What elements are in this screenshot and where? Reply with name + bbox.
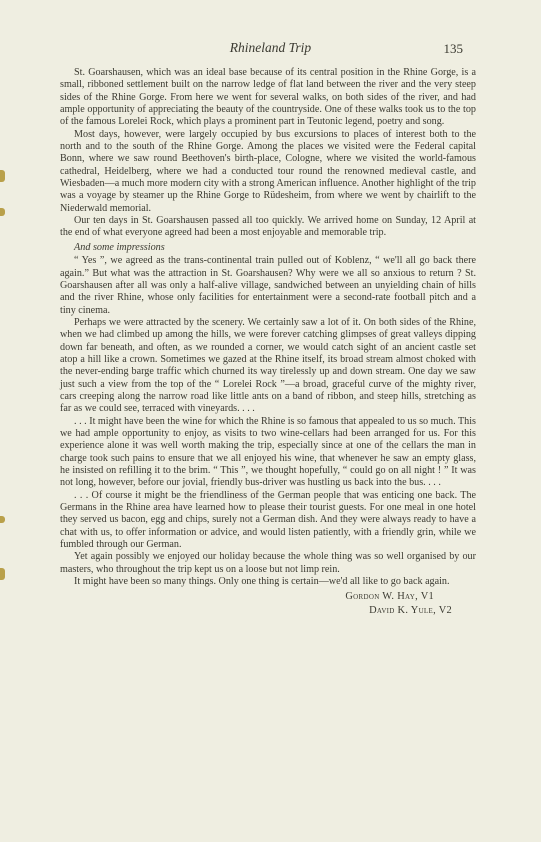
paragraph: Most days, however, were largely occupied by bus excursions to places of interest both to the north and to the south of the Rhine Gorge. Among the places we visited were the Federal capital Bonn, where we saw round Beethoven's birth-place, Cologne, where we visited the world-famous cathedral, Heidelberg, where we had a conducted tour round the renowned medieval castle, and Wiesbaden—a much more modern city with a strong American influence. Another highlight of the trip was a voyage by steamer up the Rhine Gorge to Rüdesheim, from where we went by chairlift to the Niederwald memorial. bbox=[60, 128, 476, 214]
edge-mark bbox=[0, 568, 5, 580]
paragraph: . . . Of course it might be the friendliness of the German people that was enticing one back. The Germans in the Rhine area have learned how to please their tourist guests. For one meal in one hotel they served us bacon, egg and chips, surely not a German dish. And they were always ready to have a chat with us, to offer information or advice, and would listen patiently, with a friendly grin, while we fumbled through our German. bbox=[60, 489, 476, 551]
paragraph: “ Yes ”, we agreed as the trans-continental train pulled out of Koblenz, “ we'll all go back there again.” But what was the attraction in St. Goarshausen? Why were we all so anxious to return ? St. Goarshausen after all was only a half-alive village, sandwiched between an unyielding chain of hills and the river Rhine, whose only facilities for entertainment were a second-rate football pitch and a tiny cinema. bbox=[60, 255, 476, 316]
paragraph: . . . It might have been the wine for which the Rhine is so famous that appealed to us so much. This we had ample opportunity to enjoy, as visits to two wine-cellars had been arranged for us. For this experience alone it was well worth making the trip, especially since at one of the cellars the man in charge took such pains to ensure that we all enjoyed his wine, that whenever he saw an empty glass, he insisted on refilling it to the brim. “ This ”, we thought hopefully, “ could go on all night ! ” It was not long, however, before our jovial, friendly bus-driver was hustling us back into the bus. . . . bbox=[60, 415, 476, 489]
edge-mark bbox=[0, 170, 5, 182]
edge-mark bbox=[0, 208, 5, 216]
paragraph: St. Goarshausen, which was an ideal base because of its central position in the Rhine Gorge, is a small, ribboned settlement built on the narrow ledge of flat land between the river and the very steep sides of the Rhine Gorge. From here we went for several walks, on both sides of the river, and had ample opportunity of appreciating the beauty of the countryside. One of these walks took us to the top of the famous Lorelei Rock, which plays a prominent part in Teutonic legend, poetry and song. bbox=[60, 67, 476, 128]
signature-block bbox=[60, 590, 476, 618]
section-heading: And some impressions bbox=[74, 241, 165, 253]
running-head bbox=[0, 40, 541, 60]
paragraph: It might have been so many things. Only one thing is certain—we'd all like to go back again. bbox=[74, 576, 450, 588]
paragraph: Our ten days in St. Goarshausen passed all too quickly. We arrived home on Sunday, 12 April at the end of what everyone agreed had been a most enjoyable and memorable trip. bbox=[60, 215, 476, 239]
author-signature: David K. Yule, V2 bbox=[369, 605, 452, 617]
article-body bbox=[60, 67, 476, 618]
edge-mark bbox=[0, 516, 5, 523]
paragraph: Perhaps we were attracted by the scenery. We certainly saw a lot of it. On both sides of the Rhine, when we had climbed up among the hills, we were forever catching glimpses of great valleys dipping down far beneath, and often, as we rounded a corner, we would catch sight of an ancient castle set atop a hill like a crown. Sometimes we gazed at the Rhine itself, its broad stream almost choked with the never-ending barge traffic which churned its way tirelessly up and down stream. One day we saw just such a view from the top of the “ Lorelei Rock ”—a broad, graceful curve of the mighty river, cars creeping along the narrow road like little ants on a band of ribbon, and steep hills, stretching as far as we could see, terraced with vineyards. . . . bbox=[60, 316, 476, 415]
paragraph: Yet again possibly we enjoyed our holiday because the whole thing was so well organised by our masters, who throughout the trip kept us on a loose but not limp rein. bbox=[60, 551, 476, 575]
author-signature: Gordon W. Hay, V1 bbox=[345, 591, 434, 603]
page-title: Rhineland Trip bbox=[229, 40, 312, 55]
page-number: 135 bbox=[443, 41, 463, 56]
